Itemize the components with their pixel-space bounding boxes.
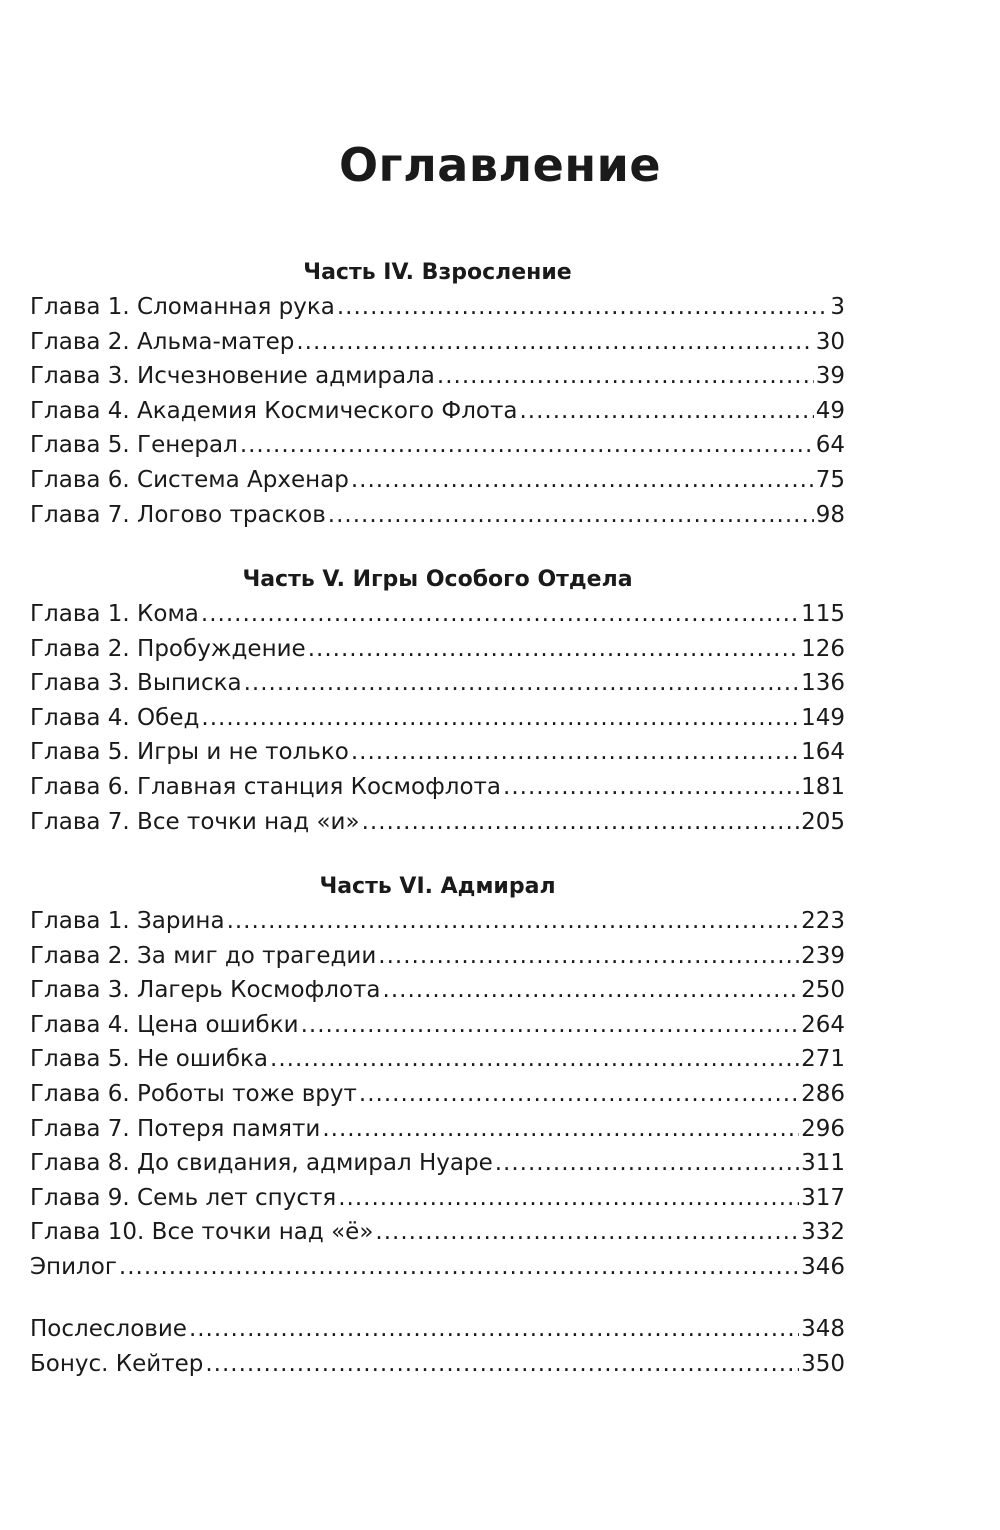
toc-entry-label: Послесловие	[30, 1316, 187, 1342]
toc-part-6	[30, 870, 845, 1285]
toc-entry-afterword[interactable]	[30, 1312, 845, 1347]
dot-leader	[351, 735, 799, 770]
dot-leader	[301, 1008, 800, 1043]
part-heading: Часть IV. Взросление	[303, 260, 572, 285]
toc-entry-label: Глава 5. Не ошибка	[30, 1046, 269, 1073]
toc-entry-page: 239	[801, 942, 845, 969]
toc-entry-label: Глава 4. Цена ошибки	[30, 1011, 299, 1038]
toc-entry-page: 39	[815, 363, 845, 390]
dot-leader	[227, 904, 800, 939]
toc-entry-page: 75	[815, 466, 845, 493]
toc-entry[interactable]	[30, 359, 845, 394]
toc-entry[interactable]	[30, 1112, 845, 1147]
toc-entry-label: Глава 2. Пробуждение	[30, 635, 306, 662]
toc-entry-page: 98	[815, 501, 845, 528]
toc-entry-page: 350	[801, 1350, 845, 1377]
dot-leader	[189, 1312, 799, 1347]
toc-entry-page: 346	[801, 1253, 845, 1280]
toc-entry[interactable]	[30, 1077, 845, 1112]
toc-entry[interactable]	[30, 632, 845, 667]
toc-entry[interactable]	[30, 463, 845, 498]
dot-leader	[205, 1347, 799, 1382]
toc-entry-label: Бонус. Кейтер	[30, 1350, 204, 1377]
toc-entry[interactable]	[30, 805, 845, 840]
dot-leader	[201, 701, 799, 736]
toc-entry-label: Глава 3. Лагерь Космофлота	[30, 977, 381, 1004]
toc-entry[interactable]	[30, 325, 845, 360]
toc-entry[interactable]	[30, 428, 845, 463]
toc-entry-page: 250	[801, 977, 845, 1004]
dot-leader	[519, 394, 813, 429]
dot-leader	[328, 498, 814, 533]
toc-entry-page: 115	[801, 601, 845, 627]
toc-extras	[30, 1312, 845, 1381]
toc-entry-page: 164	[801, 739, 845, 766]
toc-entry-label: Глава 3. Исчезновение адмирала	[30, 363, 435, 390]
dot-leader	[270, 1042, 799, 1077]
toc-entry-page: 30	[815, 328, 845, 355]
dot-leader	[338, 1181, 799, 1216]
toc-entry[interactable]	[30, 1215, 845, 1250]
toc-entry-label: Глава 2. За миг до трагедии	[30, 942, 377, 969]
toc-entry-label: Глава 2. Альма-матер	[30, 328, 295, 355]
toc-entry-page: 348	[801, 1316, 845, 1342]
toc-entry[interactable]	[30, 394, 845, 429]
toc-entry-page: 64	[815, 432, 845, 459]
toc-entry-page: 286	[801, 1080, 845, 1107]
toc-entry-page: 181	[801, 773, 845, 800]
toc-entry-label: Глава 4. Обед	[30, 704, 200, 731]
part-heading: Часть VI. Адмирал	[319, 874, 556, 899]
toc-entry[interactable]	[30, 1146, 845, 1181]
toc-entry-page: 271	[801, 1046, 845, 1073]
dot-leader	[359, 1077, 799, 1112]
toc-entry-page: 49	[815, 397, 845, 424]
toc-entry-bonus[interactable]	[30, 1347, 845, 1382]
page-title: Оглавление	[338, 138, 662, 192]
toc-entry-label: Глава 7. Потеря памяти	[30, 1115, 321, 1142]
toc-entry-label: Глава 5. Генерал	[30, 432, 238, 459]
toc-entry-page: 126	[801, 635, 845, 662]
dot-leader	[296, 325, 813, 360]
dot-leader	[503, 770, 799, 805]
toc-entry[interactable]	[30, 904, 845, 939]
toc-entry-page: 149	[801, 704, 845, 731]
toc-entry-page: 264	[801, 1011, 845, 1038]
dot-leader	[378, 939, 799, 974]
toc-entry-label: Глава 10. Все точки над «ё»	[30, 1219, 374, 1246]
toc-entry[interactable]	[30, 498, 845, 533]
toc-entry-label: Глава 6. Главная станция Космофлота	[30, 773, 502, 800]
toc-entry[interactable]	[30, 1008, 845, 1043]
toc-entry-page: 223	[801, 908, 845, 934]
dot-leader	[308, 632, 799, 667]
toc-entry-label: Глава 3. Выписка	[30, 670, 242, 697]
toc-entry-label: Глава 8. До свидания, адмирал Нуаре	[30, 1150, 493, 1177]
dot-leader	[362, 805, 800, 840]
dot-leader	[119, 1250, 799, 1285]
toc-entry-label: Глава 1. Кома	[30, 601, 199, 627]
toc-entry-label: Глава 1. Зарина	[30, 908, 225, 934]
toc-entry-label: Глава 6. Роботы тоже врут	[30, 1080, 357, 1107]
toc-entry[interactable]	[30, 973, 845, 1008]
toc-part-5	[30, 563, 845, 839]
dot-leader	[495, 1146, 799, 1181]
toc-entry[interactable]	[30, 1181, 845, 1216]
dot-leader	[322, 1112, 799, 1147]
toc-entry-page: 3	[830, 294, 845, 320]
toc-entry[interactable]	[30, 735, 845, 770]
dot-leader	[437, 359, 814, 394]
part-heading: Часть V. Игры Особого Отдела	[242, 567, 633, 592]
toc-entry[interactable]	[30, 290, 845, 325]
toc-entry[interactable]	[30, 597, 845, 632]
toc-entry[interactable]	[30, 939, 845, 974]
toc-entry-page: 136	[801, 670, 845, 697]
dot-leader	[240, 428, 814, 463]
toc-entry-label: Эпилог	[30, 1253, 117, 1280]
toc-entry-label: Глава 9. Семь лет спустя	[30, 1184, 337, 1211]
toc-entry[interactable]	[30, 770, 845, 805]
toc-entry-label: Глава 6. Система Архенар	[30, 466, 349, 493]
toc-entry-epilogue[interactable]	[30, 1250, 845, 1285]
toc-entry-page: 317	[801, 1184, 845, 1211]
toc-entry-label: Глава 1. Сломанная рука	[30, 294, 335, 320]
toc-entry[interactable]	[30, 1042, 845, 1077]
toc-entry-label: Глава 7. Логово трасков	[30, 501, 326, 528]
toc-entry-page: 311	[801, 1150, 845, 1177]
dot-leader	[201, 597, 799, 632]
toc-part-4	[30, 256, 845, 532]
toc-entry-page: 332	[801, 1219, 845, 1246]
dot-leader	[383, 973, 800, 1008]
toc-entry[interactable]	[30, 666, 845, 701]
toc-entry-page: 205	[801, 808, 845, 835]
toc-entry-label: Глава 7. Все точки над «и»	[30, 808, 360, 835]
toc-entry-label: Глава 4. Академия Космического Флота	[30, 397, 518, 424]
toc-entry-page: 296	[801, 1115, 845, 1142]
dot-leader	[244, 666, 800, 701]
dot-leader	[375, 1215, 799, 1250]
dot-leader	[337, 290, 829, 325]
dot-leader	[351, 463, 814, 498]
toc-entry[interactable]	[30, 701, 845, 736]
toc-entry-label: Глава 5. Игры и не только	[30, 739, 349, 766]
